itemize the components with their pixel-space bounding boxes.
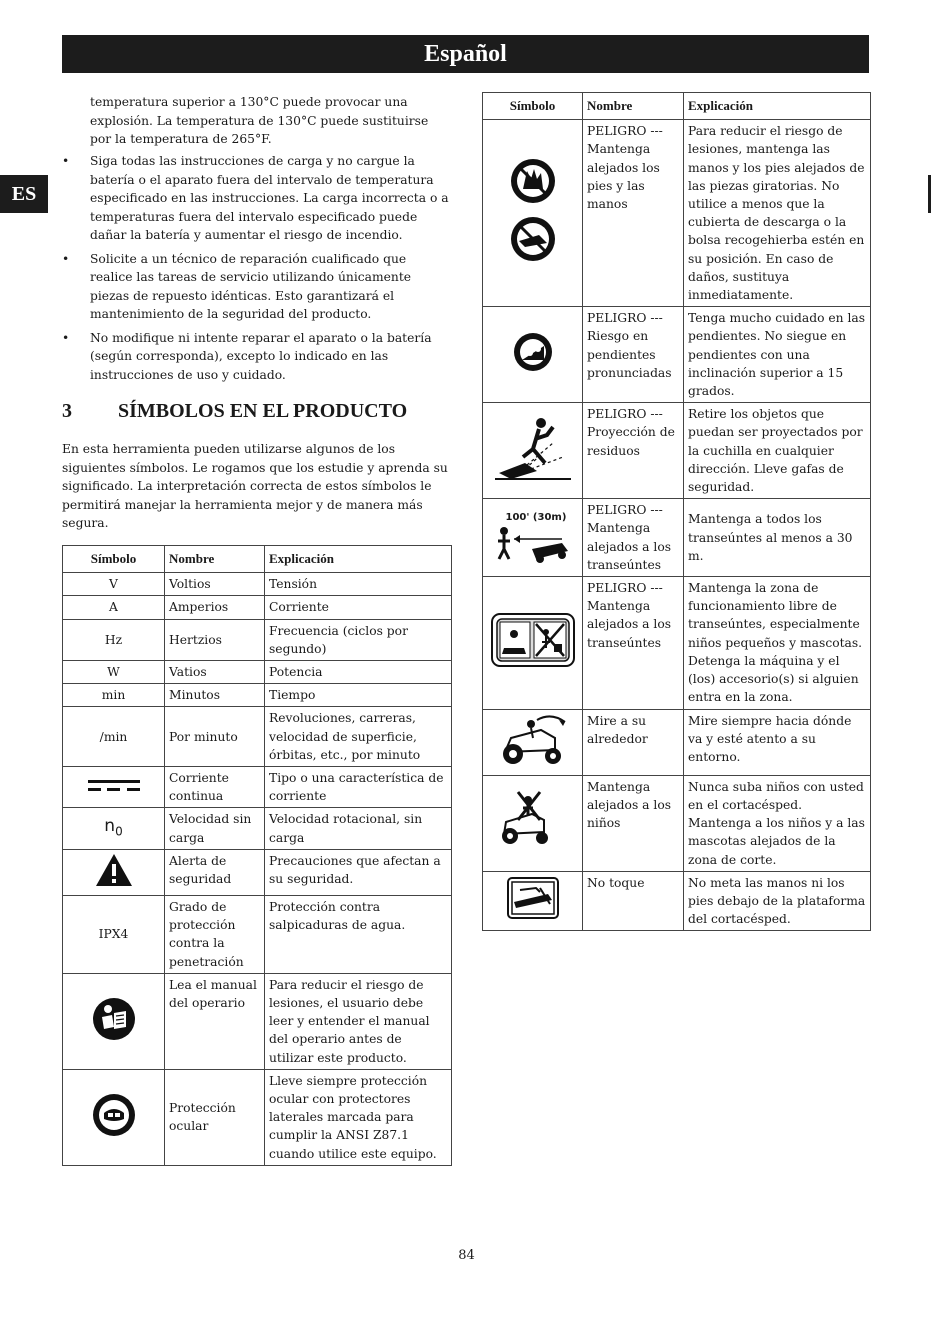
table-row bbox=[483, 120, 871, 307]
explanation-cell: Mire siempre hacia dónde va y esté atento a su entorno. bbox=[684, 709, 871, 775]
section-number: 3 bbox=[62, 400, 72, 422]
table-header-row bbox=[483, 93, 871, 120]
column-header-name: Nombre bbox=[165, 546, 265, 573]
keep-hands-feet-away-icon bbox=[507, 151, 559, 271]
explanation-cell: Tenga mucho cuidado en las pendientes. No siegue en pendientes con una inclinación superior a 15 grados. bbox=[684, 307, 871, 403]
bullet-text: No modifique ni intente reparar el aparato o la batería (según corresponda), excepto lo indicado en las instrucciones de uso y cuidado. bbox=[90, 330, 432, 382]
table-row bbox=[63, 849, 452, 895]
name-cell: Vatios bbox=[165, 661, 265, 684]
explanation-cell: Mantenga a todos los transeúntes al menos a 30 m. bbox=[684, 499, 871, 577]
name-cell: Minutos bbox=[165, 684, 265, 707]
bullet-item bbox=[62, 250, 452, 324]
name-cell: Lea el manual del operario bbox=[165, 973, 265, 1069]
bullet-mark: • bbox=[62, 154, 70, 168]
table-row bbox=[63, 619, 452, 660]
explanation-cell: Revoluciones, carreras, velocidad de superficie, órbitas, etc., por minuto bbox=[265, 707, 452, 767]
language-tab bbox=[0, 175, 48, 213]
symbol-cell bbox=[63, 973, 165, 1069]
bullet-item bbox=[62, 329, 452, 385]
header-title: Español bbox=[424, 40, 507, 67]
symbol-cell: min bbox=[63, 684, 165, 707]
name-cell: Por minuto bbox=[165, 707, 265, 767]
language-header bbox=[62, 35, 869, 73]
name-cell: Mantenga alejados a los niños bbox=[583, 775, 684, 871]
column-header-name: Nombre bbox=[583, 93, 684, 120]
bullet-mark: • bbox=[62, 251, 70, 266]
name-cell: PELIGRO --- Riesgo en pendientes pronunciadas bbox=[583, 307, 684, 403]
explanation-cell: Nunca suba niños con usted en el cortacésped. Mantenga a los niños y a las mascotas alejados de la zona de corte. bbox=[684, 775, 871, 871]
column-header-explanation: Explicación bbox=[684, 93, 871, 120]
bullet-mark: • bbox=[62, 330, 70, 345]
table-row bbox=[63, 684, 452, 707]
section-heading bbox=[62, 400, 452, 423]
symbol-cell: IPX4 bbox=[63, 896, 165, 974]
name-cell: Protección ocular bbox=[165, 1069, 265, 1165]
page-number: 84 bbox=[458, 1248, 475, 1263]
name-cell: PELIGRO --- Proyección de residuos bbox=[583, 403, 684, 499]
explanation-cell: Potencia bbox=[265, 661, 452, 684]
name-cell: No toque bbox=[583, 871, 684, 931]
bystanders-distance-icon bbox=[492, 505, 574, 565]
explanation-cell: Corriente bbox=[265, 596, 452, 619]
intro-text: temperatura superior a 130°C puede provocar una explosión. La temperatura de 130°C puede sustituirse por la temperatura de 265°F. bbox=[90, 95, 429, 146]
explanation-cell: Mantenga la zona de funcionamiento libre de transeúntes, especialmente niños pequeños y mascotas. Detenga la máquina y el (los) accesorio(s) si alguien entra en la zona. bbox=[684, 577, 871, 709]
explanation-cell: Precauciones que afectan a su seguridad. bbox=[265, 849, 452, 895]
keep-bystanders-away-icon bbox=[490, 612, 576, 668]
read-manual-icon bbox=[92, 997, 136, 1041]
symbol-cell: /min bbox=[63, 707, 165, 767]
tab-label: ES bbox=[11, 182, 37, 205]
explanation-cell: Retire los objetos que puedan ser proyectados por la cuchilla en cualquier dirección. Lleve gafas de seguridad. bbox=[684, 403, 871, 499]
explanation-cell: Lleve siempre protección ocular con protectores laterales marcada para cumplir la ANSI Z87.1 cuando utilice este equipo. bbox=[265, 1069, 452, 1165]
name-cell: Corriente continua bbox=[165, 767, 265, 808]
bullet-text: Siga todas las instrucciones de carga y no cargue la batería o el aparato fuera del intervalo de temperatura especificado en las instrucciones. La carga incorrecta o a temperaturas fuera del intervalo especificado puede dañar la batería y aumentar el riesgo de incendio. bbox=[90, 154, 449, 242]
name-cell: Alerta de seguridad bbox=[165, 849, 265, 895]
safety-alert-icon bbox=[94, 852, 134, 888]
symbol-cell bbox=[63, 1069, 165, 1165]
section-title: SÍMBOLOS EN EL PRODUCTO bbox=[118, 400, 408, 422]
explanation-cell: No meta las manos ni los pies debajo de la plataforma del cortacésped. bbox=[684, 871, 871, 931]
symbol-cell bbox=[483, 577, 583, 709]
symbol-cell bbox=[483, 120, 583, 307]
table-row bbox=[483, 577, 871, 709]
table-row bbox=[483, 775, 871, 871]
table-row bbox=[63, 1069, 452, 1165]
explanation-cell: Tiempo bbox=[265, 684, 452, 707]
symbols-table-left bbox=[62, 545, 452, 1166]
name-cell: Amperios bbox=[165, 596, 265, 619]
eye-protection-icon bbox=[92, 1093, 136, 1137]
no-load-speed-symbol bbox=[104, 815, 123, 839]
name-cell: Grado de protección contra la penetración bbox=[165, 896, 265, 974]
explanation-cell: Para reducir el riesgo de lesiones, el usuario debe leer y entender el manual del operario antes de utilizar este producto. bbox=[265, 973, 452, 1069]
do-not-touch-icon bbox=[506, 876, 560, 920]
table-row bbox=[63, 573, 452, 596]
table-row bbox=[63, 707, 452, 767]
intro-paragraph bbox=[90, 93, 452, 149]
explanation-cell: Tensión bbox=[265, 573, 452, 596]
explanation-cell: Tipo o una característica de corriente bbox=[265, 767, 452, 808]
symbol-cell: V bbox=[63, 573, 165, 596]
look-around-icon bbox=[491, 712, 575, 768]
explanation-cell: Frecuencia (ciclos por segundo) bbox=[265, 619, 452, 660]
safety-bullet-list bbox=[62, 152, 452, 389]
symbols-table-right bbox=[482, 92, 871, 931]
symbol-cell bbox=[63, 767, 165, 808]
symbol-cell: W bbox=[63, 661, 165, 684]
table-row bbox=[63, 767, 452, 808]
table-row bbox=[63, 896, 452, 974]
symbol-cell bbox=[483, 307, 583, 403]
name-cell: Voltios bbox=[165, 573, 265, 596]
table-row bbox=[483, 709, 871, 775]
bullet-text: Solicite a un técnico de reparación cualificado que realice las tareas de servicio utilizando únicamente piezas de repuesto idénticas. Esto garantizará el mantenimiento de la seguridad del producto. bbox=[90, 251, 412, 321]
name-cell: PELIGRO --- Mantenga alejados los pies y las manos bbox=[583, 120, 684, 307]
symbol-cell bbox=[483, 709, 583, 775]
name-cell: Velocidad sin carga bbox=[165, 808, 265, 849]
explanation-cell: Para reducir el riesgo de lesiones, mantenga las manos y los pies alejados de las piezas giratorias. No utilice a menos que la cubierta de descarga o la bolsa recogehierba estén en su posición. En caso de daños, sustituya inmediatamente. bbox=[684, 120, 871, 307]
symbol-cell bbox=[63, 849, 165, 895]
name-cell: Hertzios bbox=[165, 619, 265, 660]
symbol-cell bbox=[483, 499, 583, 577]
table-row bbox=[483, 499, 871, 577]
column-header-symbol: Símbolo bbox=[483, 93, 583, 120]
edge-marker bbox=[928, 175, 931, 213]
symbol-cell bbox=[483, 403, 583, 499]
table-row bbox=[63, 973, 452, 1069]
name-cell: PELIGRO --- Mantenga alejados a los transeúntes bbox=[583, 577, 684, 709]
name-cell: PELIGRO --- Mantenga alejados a los transeúntes bbox=[583, 499, 684, 577]
table-row bbox=[483, 403, 871, 499]
table-row bbox=[63, 808, 452, 849]
name-cell: Mire a su alrededor bbox=[583, 709, 684, 775]
bullet-item bbox=[62, 152, 452, 245]
symbol-subscript: 0 bbox=[115, 824, 123, 839]
table-header-row bbox=[63, 546, 452, 573]
table-row bbox=[483, 871, 871, 931]
symbol-cell: Hz bbox=[63, 619, 165, 660]
keep-children-away-icon bbox=[498, 786, 568, 856]
symbol-cell bbox=[483, 775, 583, 871]
column-header-explanation: Explicación bbox=[265, 546, 452, 573]
table-row bbox=[63, 596, 452, 619]
slope-danger-icon bbox=[513, 332, 553, 372]
direct-current-icon bbox=[88, 780, 140, 791]
distance-label: 100' (30m) bbox=[505, 512, 567, 524]
table-row bbox=[483, 307, 871, 403]
section-intro: En esta herramienta pueden utilizarse algunos de los siguientes símbolos. Le rogamos que los estudie y aprenda su significado. La interpretación correcta de estos símbolos le permitirá manejar la herramienta mejor y de manera más segura. bbox=[62, 442, 448, 530]
symbol-cell bbox=[483, 871, 583, 931]
symbol-letter: n bbox=[104, 815, 116, 836]
column-header-symbol: Símbolo bbox=[63, 546, 165, 573]
symbol-cell: A bbox=[63, 596, 165, 619]
explanation-cell: Protección contra salpicaduras de agua. bbox=[265, 896, 452, 974]
symbol-cell bbox=[63, 808, 165, 849]
table-row bbox=[63, 661, 452, 684]
thrown-objects-icon bbox=[493, 413, 573, 483]
explanation-cell: Velocidad rotacional, sin carga bbox=[265, 808, 452, 849]
